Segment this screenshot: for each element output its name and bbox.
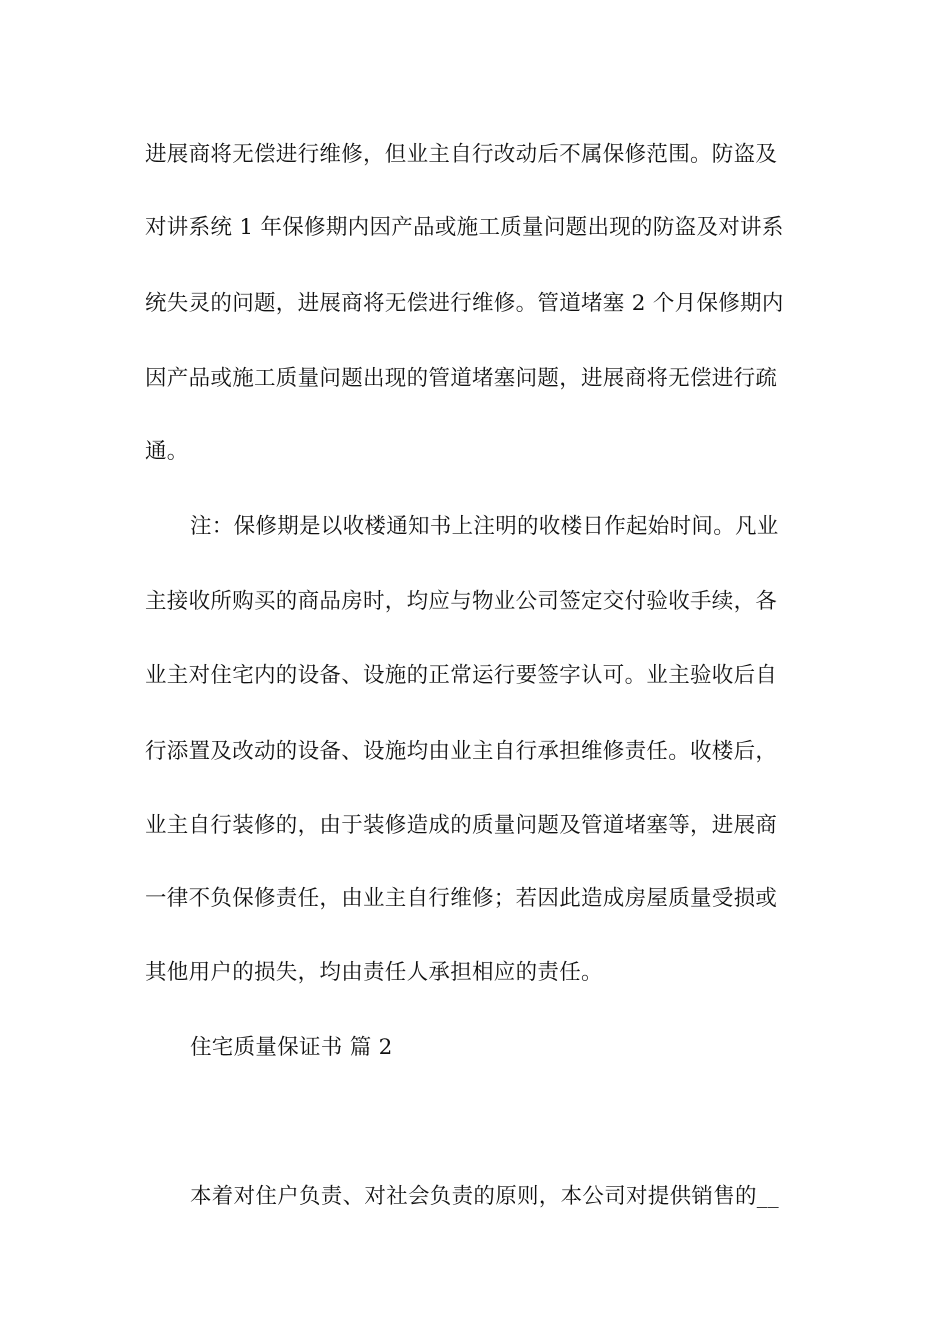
- paragraph-line: 一律不负保修责任，由业主自行维修；若因此造成房屋质量受损或: [145, 886, 778, 911]
- paragraph-line: 统失灵的问题，进展商将无偿进行维修。管道堵塞 2 个月保修期内: [145, 291, 784, 316]
- section-heading: 住宅质量保证书 篇 2: [190, 1035, 393, 1060]
- paragraph-line: 业主自行装修的，由于装修造成的质量问题及管道堵塞等，进展商: [145, 813, 778, 838]
- note-paragraph-first-line: 注：保修期是以收楼通知书上注明的收楼日作起始时间。凡业: [190, 514, 779, 539]
- paragraph-line: 通。: [145, 439, 189, 464]
- paragraph-line: 本着对住户负责、对社会负责的原则，本公司对提供销售的__: [190, 1184, 779, 1209]
- paragraph-line: 因产品或施工质量问题出现的管道堵塞问题，进展商将无偿进行疏: [145, 366, 778, 391]
- paragraph-line: 行添置及改动的设备、设施均由业主自行承担维修责任。收楼后，: [145, 739, 778, 764]
- paragraph-line: 主接收所购买的商品房时，均应与物业公司签定交付验收手续，各: [145, 589, 778, 614]
- paragraph-line: 进展商将无偿进行维修，但业主自行改动后不属保修范围。防盗及: [145, 142, 778, 167]
- paragraph-line: 其他用户的损失，均由责任人承担相应的责任。: [145, 960, 603, 985]
- paragraph-line: 业主对住宅内的设备、设施的正常运行要签字认可。业主验收后自: [145, 663, 778, 688]
- paragraph-line: 对讲系统 1 年保修期内因产品或施工质量问题出现的防盗及对讲系: [145, 215, 784, 240]
